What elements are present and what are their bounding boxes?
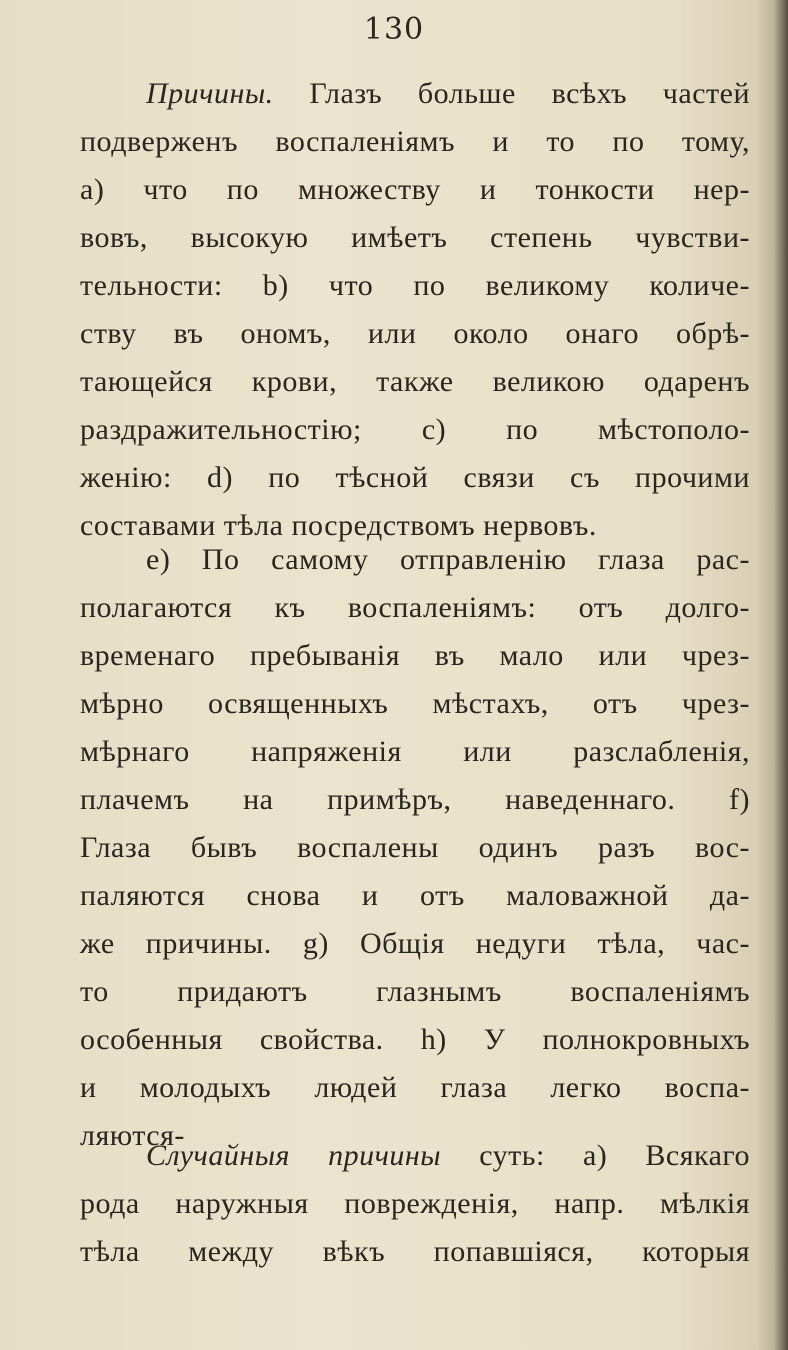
text-line: тѣла между вѣкъ попавшіяся, которыя xyxy=(80,1235,750,1268)
text-line: ству въ ономъ, или около онаго обрѣ- xyxy=(80,317,750,350)
page-edge-shadow xyxy=(774,0,788,1350)
text-line: особенныя свойства. h) У полнокровныхъ xyxy=(80,1023,750,1056)
text-line: плачемъ на примѣръ, наведеннаго. f) xyxy=(80,783,750,816)
text-line: женію: d) по тѣсной связи съ прочими xyxy=(80,461,750,494)
text-line-content: суть: а) Всякаго xyxy=(441,1139,750,1172)
text-line: а) что по множеству и тонкости нер- xyxy=(80,173,750,206)
occasional-causes-heading: Случайныя причины xyxy=(146,1139,442,1172)
text-line: временаго пребыванія въ мало или чрез- xyxy=(80,639,750,672)
text-line: полагаются къ воспаленіямъ: отъ долго- xyxy=(80,591,750,624)
paragraph-occasional-causes xyxy=(80,1132,750,1276)
text-line: и молодыхъ людей глаза легко воспа- xyxy=(80,1071,750,1104)
text-line: тельности: b) что по великому количе- xyxy=(80,269,750,302)
causes-heading: Причины. xyxy=(146,77,274,110)
text-line: Глаза бывъ воспалены одинъ разъ вос- xyxy=(80,831,750,864)
text-line: мѣрнаго напряженія или разслабленія, xyxy=(80,735,750,768)
text-line-content: Глазъ больше всѣхъ частей xyxy=(273,77,750,110)
paragraph-causes xyxy=(80,70,750,550)
text-line: то придаютъ глазнымъ воспаленіямъ xyxy=(80,975,750,1008)
text-line: е) По самому отправленію глаза рас- xyxy=(146,543,750,576)
page-number: 130 xyxy=(363,12,425,47)
text-line: мѣрно освященныхъ мѣстахъ, отъ чрез- xyxy=(80,687,750,720)
text-line: тающейся крови, также великою одаренъ xyxy=(80,365,750,398)
paragraph-predisposition xyxy=(80,536,750,1160)
text-line: вовъ, высокую имѣетъ степень чувстви- xyxy=(80,221,750,254)
text-line xyxy=(80,70,750,118)
text-line: рода наружныя поврежденія, напр. мѣлкія xyxy=(80,1187,750,1220)
text-line: раздражительностію; c) по мѣстополо- xyxy=(80,413,750,446)
text-line: паляются снова и отъ маловажной да- xyxy=(80,879,750,912)
text-line: составами тѣла посредствомъ нервовъ. xyxy=(80,509,597,542)
text-line: ляются- xyxy=(80,1119,185,1152)
text-line xyxy=(80,1132,750,1180)
text-line: же причины. g) Общія недуги тѣла, час- xyxy=(80,927,750,960)
text-line: подверженъ воспаленіямъ и то по тому, xyxy=(80,125,750,158)
